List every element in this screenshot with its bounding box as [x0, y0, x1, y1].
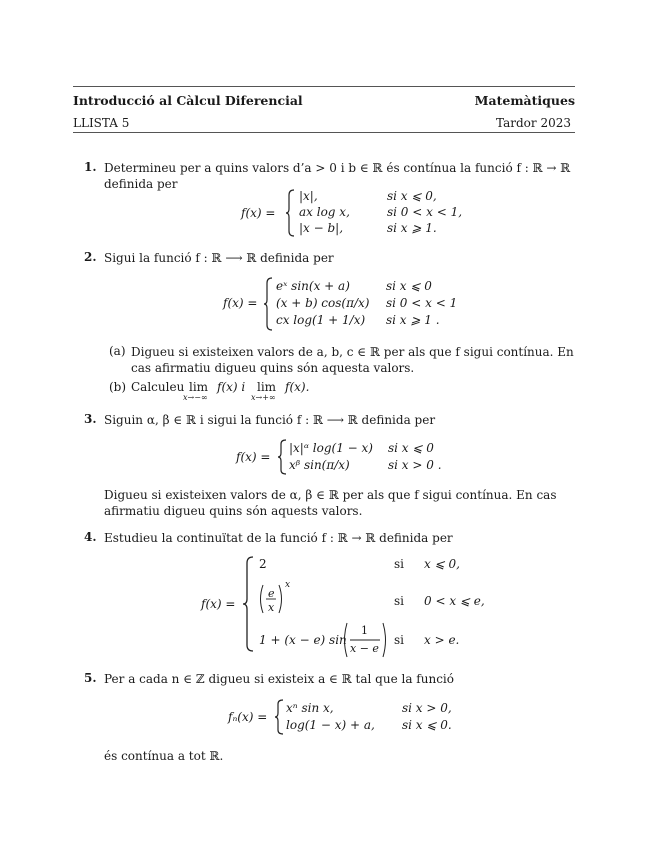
case-expression: xⁿ sin x, — [286, 701, 334, 715]
case-expression: |x − b|, — [299, 221, 344, 235]
fraction-denominator: x — [268, 601, 275, 614]
case-expression: |x|, — [299, 189, 318, 203]
case-condition: x > e. — [424, 633, 460, 647]
function-lhs: fₙ(x) = — [228, 710, 268, 724]
header-top-rule — [73, 86, 575, 87]
left-brace-icon — [278, 439, 288, 475]
course-title: Introducció al Càlcul Diferencial — [73, 93, 303, 108]
case-expression: |x|ᵅ log(1 − x) — [289, 441, 373, 455]
problem-number: 2. — [84, 250, 97, 264]
term-label: Tardor 2023 — [496, 116, 571, 130]
function-lhs: f(x) = — [201, 597, 236, 611]
limit-operator: lim — [189, 380, 209, 394]
problem-number: 5. — [84, 671, 97, 685]
function-lhs: f(x) = — [241, 206, 276, 220]
case-expression: log(1 − x) + a, — [286, 718, 375, 732]
problem-text: Determineu per a quins valors d’a > 0 i b ∈ ℝ és contínua la funció f : ℝ → ℝ definida per — [104, 161, 571, 191]
part-label: (b) — [109, 380, 127, 394]
left-brace-icon — [275, 699, 285, 735]
function-lhs: f(x) = — [223, 296, 258, 310]
problem-number: 1. — [84, 160, 97, 174]
case-condition: si 0 < x < 1 — [386, 296, 458, 310]
case-condition: si x ⩽ 0 — [388, 441, 434, 455]
problem-text: Per a cada n ∈ ℤ digueu si existeix a ∈ ℝ tal que la funció — [104, 672, 454, 686]
case-condition: si x > 0, — [402, 701, 452, 715]
exponent: x — [285, 580, 291, 590]
function-lhs: f(x) = — [236, 450, 271, 464]
problem-followup: és contínua a tot ℝ. — [104, 749, 224, 763]
part-text: f(x) i — [217, 380, 246, 394]
case-si: si — [394, 594, 404, 608]
limit-subscript: x→−∞ — [183, 393, 208, 402]
limit-subscript: x→+∞ — [251, 393, 276, 402]
case-condition: si x ⩽ 0. — [402, 718, 452, 732]
case-condition: si x > 0 . — [388, 458, 442, 472]
fraction-numerator: e — [268, 587, 275, 600]
problem-number: 3. — [84, 412, 97, 426]
limit-operator: lim — [257, 380, 277, 394]
case-expression: eˣ sin(x + a) — [276, 279, 350, 293]
part-text: Calculeu — [131, 380, 185, 394]
problem-text: Sigui la funció f : ℝ ⟶ ℝ definida per — [104, 251, 334, 265]
case-condition: x ⩽ 0, — [424, 557, 460, 571]
case-expression: ax log x, — [299, 205, 350, 219]
subject-title: Matemàtiques — [474, 93, 575, 108]
case-condition: si 0 < x < 1, — [387, 205, 463, 219]
fraction-denominator: x − e — [350, 642, 379, 655]
case-condition: 0 < x ⩽ e, — [424, 594, 485, 608]
case-si: si — [394, 633, 404, 647]
list-label: LLISTA 5 — [73, 116, 130, 130]
problem-followup: Digueu si existeixen valors de α, β ∈ ℝ per als que f sigui contínua. En cas afirmatiu digueu quins són aquests valors. — [104, 488, 557, 518]
fraction-numerator: 1 — [361, 624, 368, 637]
problem-text: Estudieu la continuïtat de la funció f : ℝ → ℝ definida per — [104, 531, 453, 545]
left-brace-icon — [243, 556, 255, 652]
problem-text: Siguin α, β ∈ ℝ i sigui la funció f : ℝ ⟶ ℝ definida per — [104, 413, 436, 427]
part-text: Digueu si existeixen valors de a, b, c ∈ ℝ per als que f sigui contínua. En cas afirmatiu digueu quins són aquesta valors. — [131, 345, 574, 375]
left-brace-icon — [286, 189, 296, 237]
case-expression: cx log(1 + 1/x) — [276, 313, 366, 327]
case-condition: si x ⩾ 1 . — [386, 313, 440, 327]
case-expression: xᵝ sin(π/x) — [289, 458, 350, 472]
case-condition: si x ⩽ 0 — [386, 279, 432, 293]
case-expression: (x + b) cos(π/x) — [276, 296, 370, 310]
case-condition: si x ⩾ 1. — [387, 221, 437, 235]
left-brace-icon — [264, 277, 274, 331]
case-condition: si x ⩽ 0, — [387, 189, 437, 203]
header-bottom-rule — [73, 132, 575, 133]
power-fraction-expression — [257, 583, 297, 617]
problem-number: 4. — [84, 530, 97, 544]
case-expression: 2 — [259, 557, 267, 571]
part-text: f(x). — [285, 380, 310, 394]
case-si: si — [394, 557, 404, 571]
case-expression-prefix: 1 + (x − e) sin — [259, 633, 347, 647]
part-label: (a) — [109, 344, 126, 358]
